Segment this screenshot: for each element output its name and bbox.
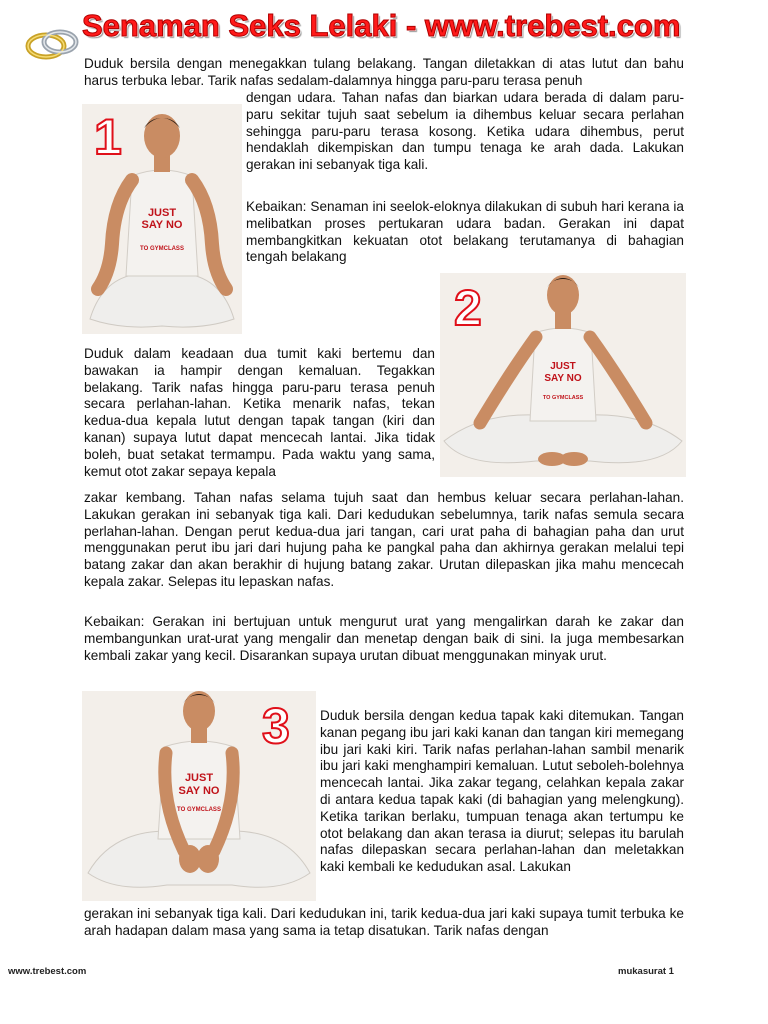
footer-page-number: mukasurat 1 [618,966,674,977]
shirt-text-line2: SAY NO [178,785,220,797]
paragraph-exercise-3: Duduk bersila dengan kedua tapak kaki ditemukan. Tangan kanan pegang ibu jari kaki kanan dan tangan kiri memegang ibu jari kaki kiri. Tarik nafas perlahan-lahan sambil menarik ibu jari kaki menghampiri kemaluan. Lutut seboleh-bolehnya mencecah lantai. Jika zakar tegang, celahkan kepala zakar di antara kedua tapak kaki (di bahagian yang melengkung). Ketika tarikan berlaku, tumpuan tenaga akan tertumpu ke otot belakang dan akan terasa ia diurut; selepas itu barulah nafas dilepaskan secara perlahan-lahan dan meletakkan kaki kembali ke kedudukan asal. Lakukan [320,708,684,875]
paragraph-intro: Duduk bersila dengan menegakkan tulang belakang. Tangan diletakkan di atas lutut dan bahu harus terbuka lebar. Tarik nafas sedalam-dalamnya hingga paru-paru terasa penuh [84,56,684,88]
shirt-text-line2: SAY NO [141,219,183,231]
paragraph-exercise-3-continued: gerakan ini sebanyak tiga kali. Dari kedudukan ini, tarik kedua-dua jari kaki supaya tumit terbuka ke arah hadapan dalam masa yang sama ia tetap disatukan. Tarik nafas dengan [84,906,684,938]
paragraph-exercise-2-continued: zakar kembang. Tahan nafas selama tujuh saat dan hembus keluar secara perlahan-lahan. Lakukan gerakan ini sebanyak tiga kali. Dari kedudukan sebelumnya, tarik nafas semula secara perlahan-lahan. Dengan perut kedua-dua jari tangan, cari urat paha di bahagian paha dan urut menggunakan perut ibu jari dari hujung paha ke pangkal paha dan akhirnya gerakan melalui tepi batang zakar dan akan berakhir di hujung batang zakar. Urutan dilepaskan jika mahu mencecah kepala zakar. Selepas itu lepaskan nafas. [84,490,684,589]
shirt-text-line1: JUST [184,772,214,784]
shirt-text-line3: TO GYMCLASS [542,395,584,401]
shirt-text-line3: TO GYMCLASS [140,246,184,252]
shirt-text-line3: TO GYMCLASS [177,807,221,813]
shirt-text-line1: JUST [550,361,576,372]
exercise-photo-3 [82,691,316,901]
shirt-text-line1: JUST [147,207,177,219]
step-number-2: 2 [454,280,482,336]
exercise-photo-1 [82,104,242,334]
footer-website: www.trebest.com [8,966,87,977]
paragraph-benefit-1: Kebaikan: Senaman ini seelok-eloknya dilakukan di subuh hari kerana ia melibatkan proses pertukaran udara badan. Gerakan ini dapat membangkitkan kekuatan otot belakang terutamanya di bahagian tengah belakang [246,199,684,265]
step-number-3: 3 [262,698,290,754]
paragraph-intro-continued: dengan udara. Tahan nafas dan biarkan udara berada di dalam paru-paru sekitar tujuh saat sebelum ia dihembus keluar secara perlahan sehingga paru-paru terasa kosong. Ketika udara dihembus, perut hendaklah dikempiskan dan tumpu tenaga ke arah dada. Lakukan gerakan ini sebanyak tiga kali. [246,90,684,173]
shirt-text-line2: SAY NO [544,373,582,384]
paragraph-exercise-2: Duduk dalam keadaan dua tumit kaki bertemu dan bawakan ia hampir dengan kemaluan. Tegakkan belakang. Tarik nafas hingga paru-paru terasa penuh secara perlahan-lahan. Ketika menarik nafas, tekan kedua-dua kepala lutut dengan tapak tangan (kiri dan kanan) supaya lutut dapat mencecah lantai. Jika tidak boleh, buat setakat termampu. Pada waktu yang sama, kemut otot zakar sepaya kepala [84,346,435,479]
exercise-photo-2 [440,273,686,477]
rings-logo-icon [24,18,82,64]
paragraph-benefit-2: Kebaikan: Gerakan ini bertujuan untuk mengurut urat yang mengalirkan darah ke zakar dan membangunkan urat-urat yang mengalir dan menetap dengan baik di sini. Ia juga membesarkan kembali zakar yang kecil. Disarankan supaya urutan dibuat menggunakan minyak urut. [84,614,684,663]
step-number-1: 1 [94,109,122,165]
page-title: Senaman Seks Lelaki - www.trebest.com [82,8,681,43]
